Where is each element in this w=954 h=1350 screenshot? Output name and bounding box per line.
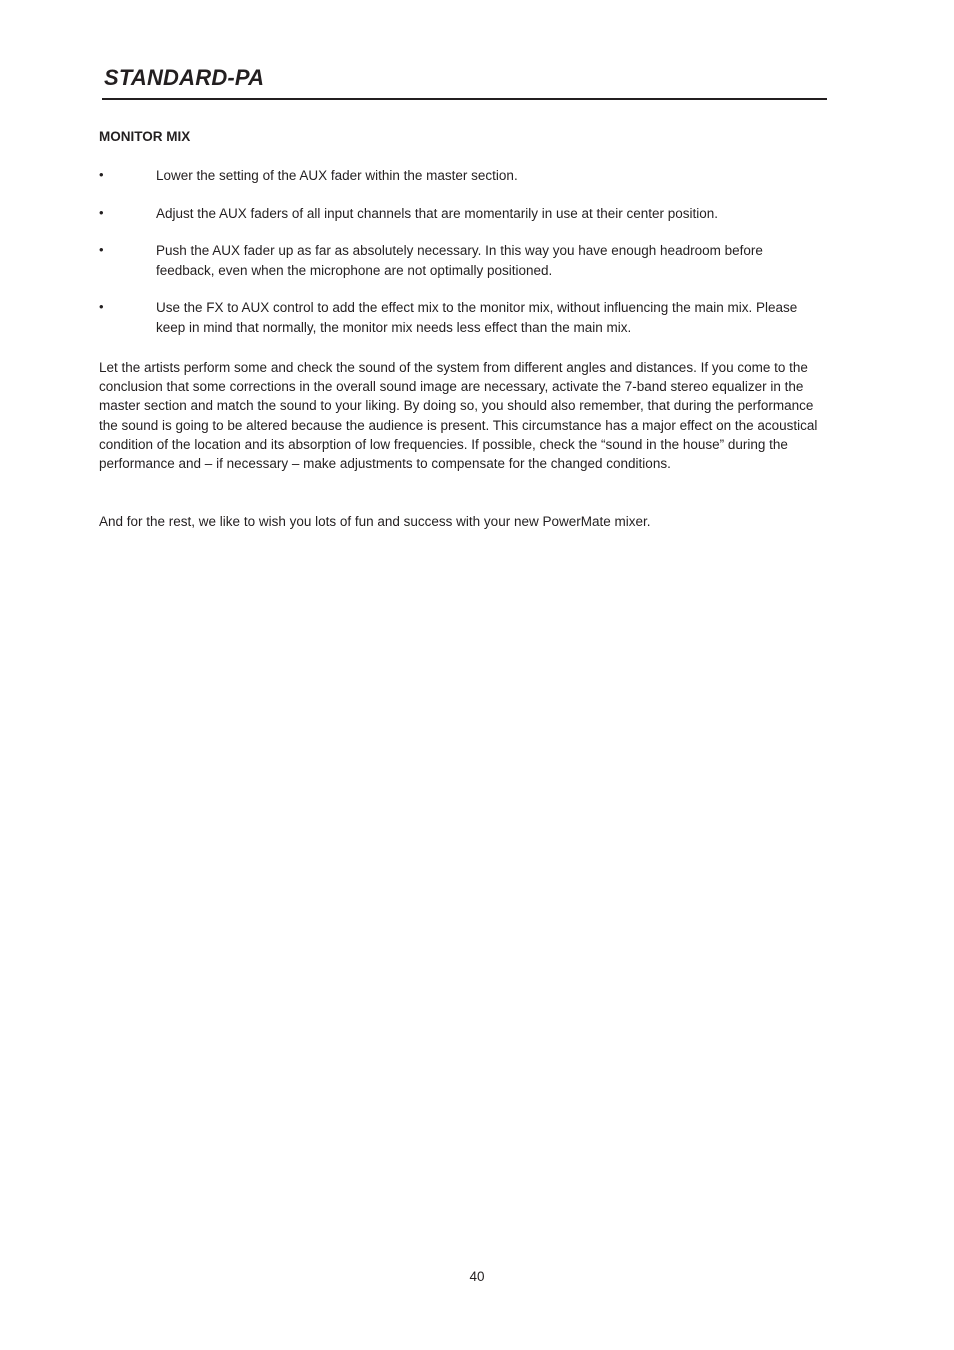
bullet-text: Adjust the AUX faders of all input channels that are momentarily in use at their center position.	[156, 205, 719, 221]
bullet-item	[99, 241, 819, 279]
bullet-icon: •	[99, 242, 104, 258]
closing-paragraph: And for the rest, we like to wish you lots of fun and success with your new PowerMate mixer.	[99, 514, 651, 529]
bullet-text: Lower the setting of the AUX fader within the master section.	[156, 168, 518, 183]
header-divider	[102, 98, 827, 100]
bullet-icon: •	[99, 167, 104, 182]
bullet-item	[99, 298, 819, 336]
bullet-item	[99, 204, 819, 223]
bullet-item	[99, 166, 819, 185]
page-header-title: STANDARD-PA	[104, 65, 265, 90]
bullet-icon: •	[99, 299, 104, 315]
bullet-text: Use the FX to AUX control to add the effect mix to the monitor mix, without influencing the main mix. Please keep in mind that normally, the monitor mix needs less effect than the main mix.	[156, 300, 798, 335]
bullet-list	[99, 166, 819, 355]
page-number: 40	[469, 1269, 485, 1284]
section-heading: MONITOR MIX	[99, 129, 191, 144]
bullet-text: Push the AUX fader up as far as absolutely necessary. In this way you have enough headroom before feedback, even when the microphone are not optimally positioned.	[156, 243, 763, 278]
body-paragraph: Let the artists perform some and check the sound of the system from different angles and distances. If you come to the conclusion that some corrections in the overall sound image are necessary, activate the 7-band stereo equalizer in the master section and match the sound to your liking. By doing so, you should also remember, that during the performance the sound is going to be altered because the audience is present. This circumstance has a major effect on the acoustical condition of the location and its absorption of low frequencies. If possible, check the “sound in the house” during the performance and – if necessary – make adjustments to compensate for the changed conditions.	[99, 360, 818, 472]
bullet-icon: •	[99, 204, 104, 220]
